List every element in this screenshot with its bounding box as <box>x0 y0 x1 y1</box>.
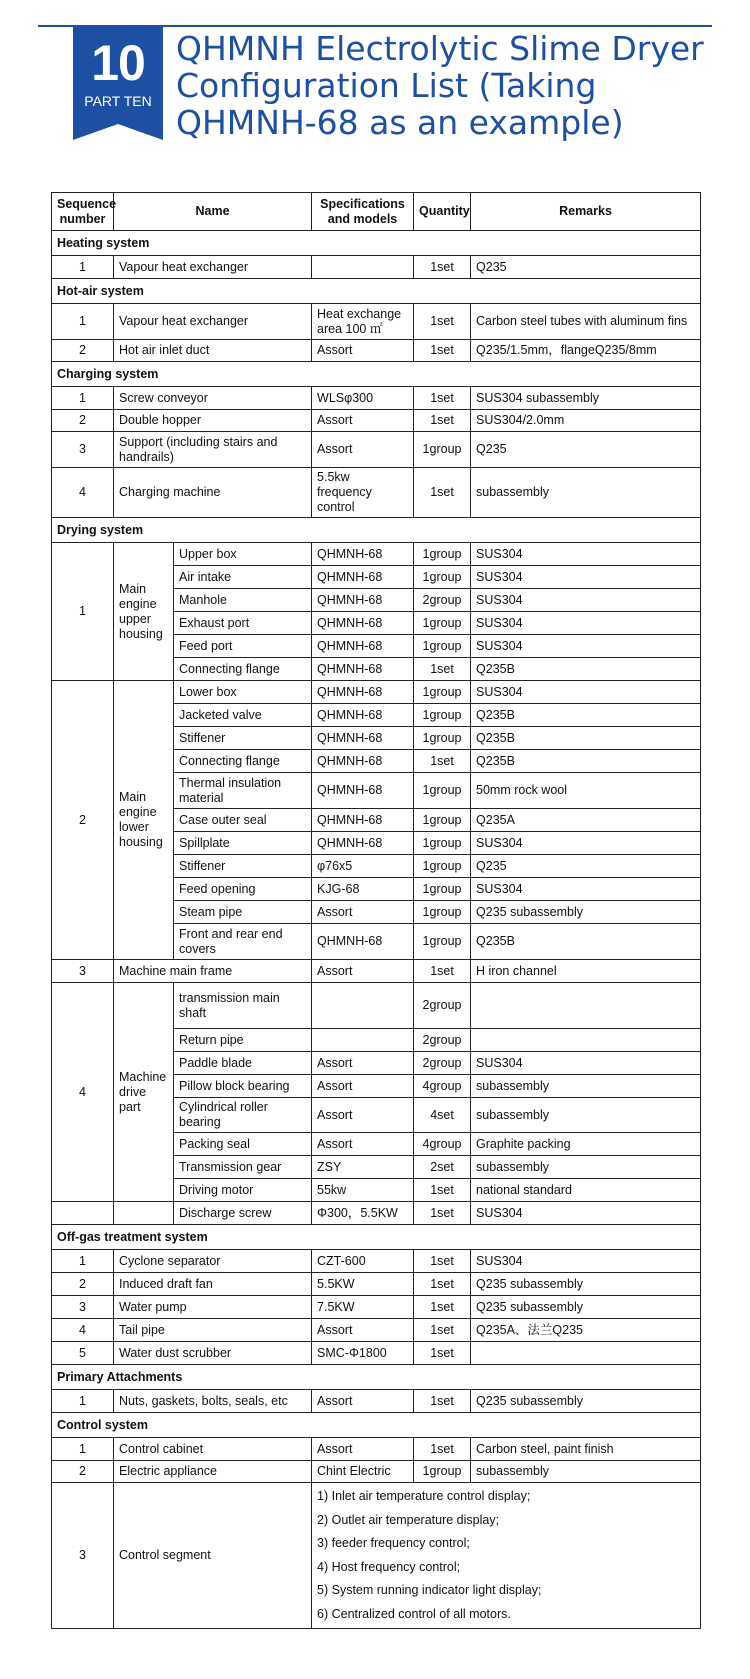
name-cell: Electric appliance <box>114 1461 312 1483</box>
group-seq-cell: 4 <box>52 983 114 1202</box>
qty-cell: 2group <box>414 983 471 1029</box>
item-name-cell: Stiffener <box>174 727 312 750</box>
spec-cell <box>312 983 414 1029</box>
remarks-cell: Q235 <box>471 432 701 468</box>
qty-cell: 1group <box>414 809 471 832</box>
spec-cell: ZSY <box>312 1156 414 1179</box>
spec-cell: φ76x5 <box>312 855 414 878</box>
section-title: Charging system <box>52 362 701 387</box>
qty-cell: 1set <box>414 1319 471 1342</box>
seq-cell: 2 <box>52 1273 114 1296</box>
item-name-cell: Connecting flange <box>174 658 312 681</box>
qty-cell: 2group <box>414 1029 471 1052</box>
col-header-spec: Specifications and models <box>312 193 414 231</box>
remarks-cell: SUS304 <box>471 878 701 901</box>
spec-cell: Assort <box>312 1052 414 1075</box>
item-name-cell: Jacketed valve <box>174 704 312 727</box>
table-row <box>52 1202 701 1225</box>
spec-cell: QHMNH-68 <box>312 773 414 809</box>
item-name-cell: Cylindrical roller bearing <box>174 1098 312 1133</box>
spec-cell: QHMNH-68 <box>312 704 414 727</box>
name-cell: Support (including stairs and handrails) <box>114 432 312 468</box>
remarks-cell: Q235B <box>471 750 701 773</box>
item-name-cell: Driving motor <box>174 1179 312 1202</box>
name-cell: Vapour heat exchanger <box>114 256 312 279</box>
name-cell: Water dust scrubber <box>114 1342 312 1365</box>
item-name-cell: Steam pipe <box>174 901 312 924</box>
spec-cell: Φ300，5.5KW <box>312 1202 414 1225</box>
table-row <box>52 1390 701 1413</box>
seq-cell: 1 <box>52 387 114 410</box>
spec-cell: 7.5KW <box>312 1296 414 1319</box>
seq-cell: 1 <box>52 1390 114 1413</box>
item-name-cell: Thermal insulation material <box>174 773 312 809</box>
name-cell: Machine main frame <box>114 960 312 983</box>
qty-cell: 1set <box>414 960 471 983</box>
qty-cell: 1group <box>414 681 471 704</box>
remarks-cell: subassembly <box>471 1075 701 1098</box>
table-row <box>52 1438 701 1461</box>
remarks-cell: H iron channel <box>471 960 701 983</box>
table-row <box>52 304 701 340</box>
remarks-cell <box>471 1029 701 1052</box>
seq-cell: 3 <box>52 432 114 468</box>
control-feature-line: 4) Host frequency control; <box>317 1559 461 1574</box>
col-header-qty: Quantity <box>414 193 471 231</box>
qty-cell: 1group <box>414 635 471 658</box>
qty-cell: 1set <box>414 304 471 340</box>
qty-cell: 1set <box>414 468 471 518</box>
section-header-row <box>52 279 701 304</box>
section-header-row <box>52 1365 701 1390</box>
spec-cell: QHMNH-68 <box>312 727 414 750</box>
seq-cell: 2 <box>52 410 114 432</box>
table-row <box>52 340 701 362</box>
table-row <box>52 1273 701 1296</box>
empty-cell <box>114 1202 174 1225</box>
qty-cell: 4group <box>414 1075 471 1098</box>
seq-cell: 1 <box>52 304 114 340</box>
spec-cell: Assort <box>312 1319 414 1342</box>
item-name-cell: Feed port <box>174 635 312 658</box>
qty-cell: 1group <box>414 878 471 901</box>
spec-cell: Assort <box>312 1098 414 1133</box>
badge-number: 10 <box>91 35 145 91</box>
spec-cell: QHMNH-68 <box>312 589 414 612</box>
spec-cell: 5.5kw frequency control <box>312 468 414 518</box>
spec-cell: Assort <box>312 901 414 924</box>
section-title: Heating system <box>52 231 701 256</box>
section-badge <box>73 27 163 140</box>
qty-cell: 2group <box>414 589 471 612</box>
name-cell: Vapour heat exchanger <box>114 304 312 340</box>
qty-cell: 1set <box>414 658 471 681</box>
configuration-table <box>51 192 701 1629</box>
table-row <box>52 1342 701 1365</box>
qty-cell: 1group <box>414 855 471 878</box>
qty-cell: 1set <box>414 1390 471 1413</box>
remarks-cell: Q235B <box>471 704 701 727</box>
remarks-cell: Graphite packing <box>471 1133 701 1156</box>
qty-cell: 1group <box>414 901 471 924</box>
spec-cell: QHMNH-68 <box>312 658 414 681</box>
item-name-cell: Upper box <box>174 543 312 566</box>
group-name-cell: Main engine upper housing <box>114 543 174 681</box>
spec-cell: Heat exchange area 100 ㎡ <box>312 304 414 340</box>
remarks-cell: SUS304 <box>471 566 701 589</box>
spec-cell: 5.5KW <box>312 1273 414 1296</box>
remarks-cell: Q235B <box>471 924 701 960</box>
table-row <box>52 410 701 432</box>
remarks-cell: subassembly <box>471 1461 701 1483</box>
remarks-cell: SUS304 <box>471 1250 701 1273</box>
spec-cell: QHMNH-68 <box>312 566 414 589</box>
remarks-cell: SUS304 <box>471 1052 701 1075</box>
name-cell: Double hopper <box>114 410 312 432</box>
col-header-remarks: Remarks <box>471 193 701 231</box>
spec-cell: WLSφ300 <box>312 387 414 410</box>
table-row <box>52 1250 701 1273</box>
group-name-cell: Machine drive part <box>114 983 174 1202</box>
section-title: Control system <box>52 1413 701 1438</box>
seq-cell: 5 <box>52 1342 114 1365</box>
control-feature-line: 6) Centralized control of all motors. <box>317 1606 511 1621</box>
qty-cell: 1group <box>414 566 471 589</box>
spec-cell: Assort <box>312 410 414 432</box>
remarks-cell: 50mm rock wool <box>471 773 701 809</box>
qty-cell: 2set <box>414 1156 471 1179</box>
qty-cell: 1group <box>414 832 471 855</box>
remarks-cell: Q235B <box>471 727 701 750</box>
spec-cell: QHMNH-68 <box>312 750 414 773</box>
remarks-cell: Q235A <box>471 809 701 832</box>
spec-cell: QHMNH-68 <box>312 612 414 635</box>
item-name-cell: Manhole <box>174 589 312 612</box>
name-cell: Cyclone separator <box>114 1250 312 1273</box>
qty-cell: 1group <box>414 543 471 566</box>
spec-cell: SMC-Φ1800 <box>312 1342 414 1365</box>
qty-cell: 1set <box>414 340 471 362</box>
seq-cell: 1 <box>52 256 114 279</box>
spec-cell: CZT-600 <box>312 1250 414 1273</box>
seq-cell: 4 <box>52 1319 114 1342</box>
group-seq-cell: 1 <box>52 543 114 681</box>
table-header-row <box>52 193 701 231</box>
qty-cell: 1set <box>414 1273 471 1296</box>
remarks-cell: Q235 subassembly <box>471 1390 701 1413</box>
col-header-seq: Sequence number <box>52 193 114 231</box>
remarks-cell: SUS304 <box>471 681 701 704</box>
name-cell: Induced draft fan <box>114 1273 312 1296</box>
remarks-cell: subassembly <box>471 1098 701 1133</box>
section-title: Drying system <box>52 518 701 543</box>
item-name-cell: Spillplate <box>174 832 312 855</box>
qty-cell: 1set <box>414 750 471 773</box>
remarks-cell: SUS304 <box>471 832 701 855</box>
seq-cell: 4 <box>52 468 114 518</box>
item-name-cell: Exhaust port <box>174 612 312 635</box>
item-name-cell: Return pipe <box>174 1029 312 1052</box>
seq-cell: 2 <box>52 340 114 362</box>
remarks-cell: Q235 subassembly <box>471 1296 701 1319</box>
item-name-cell: Packing seal <box>174 1133 312 1156</box>
remarks-cell: SUS304/2.0mm <box>471 410 701 432</box>
table-row <box>52 432 701 468</box>
qty-cell: 2group <box>414 1052 471 1075</box>
item-name-cell: Front and rear end covers <box>174 924 312 960</box>
name-cell: Control segment <box>114 1483 312 1629</box>
remarks-cell: SUS304 <box>471 612 701 635</box>
table-row <box>52 983 701 1029</box>
table-row <box>52 960 701 983</box>
qty-cell: 1set <box>414 1296 471 1319</box>
name-cell: Charging machine <box>114 468 312 518</box>
group-seq-cell: 2 <box>52 681 114 960</box>
name-cell: Water pump <box>114 1296 312 1319</box>
item-name-cell: Paddle blade <box>174 1052 312 1075</box>
item-name-cell: Stiffener <box>174 855 312 878</box>
section-title: Off-gas treatment system <box>52 1225 701 1250</box>
qty-cell: 1group <box>414 773 471 809</box>
item-name-cell: Discharge screw <box>174 1202 312 1225</box>
page-title: QHMNH Electrolytic Slime Dryer Configuration List (Taking QHMNH-68 as an example) <box>176 29 704 142</box>
spec-cell: QHMNH-68 <box>312 809 414 832</box>
spec-cell: Assort <box>312 1075 414 1098</box>
spec-cell: Assort <box>312 960 414 983</box>
control-feature-line: 2) Outlet air temperature display; <box>317 1512 500 1527</box>
table-row <box>52 1461 701 1483</box>
remarks-cell: Q235 subassembly <box>471 901 701 924</box>
section-header-row <box>52 231 701 256</box>
remarks-cell: SUS304 <box>471 635 701 658</box>
spec-cell: QHMNH-68 <box>312 924 414 960</box>
group-name-cell: Main engine lower housing <box>114 681 174 960</box>
control-feature-line: 1) Inlet air temperature control display; <box>317 1489 531 1503</box>
seq-cell: 2 <box>52 1461 114 1483</box>
item-name-cell: Air intake <box>174 566 312 589</box>
remarks-cell: Q235 <box>471 256 701 279</box>
control-features-cell <box>312 1483 701 1629</box>
spec-cell <box>312 1029 414 1052</box>
item-name-cell: Pillow block bearing <box>174 1075 312 1098</box>
spec-cell: Assort <box>312 1438 414 1461</box>
seq-cell: 3 <box>52 1296 114 1319</box>
table-row <box>52 468 701 518</box>
spec-cell: Assort <box>312 1390 414 1413</box>
spec-cell: Assort <box>312 432 414 468</box>
spec-cell: Assort <box>312 340 414 362</box>
seq-cell: 1 <box>52 1250 114 1273</box>
table-row <box>52 1319 701 1342</box>
qty-cell: 1group <box>414 1461 471 1483</box>
table-row <box>52 543 701 566</box>
qty-cell: 1set <box>414 1438 471 1461</box>
item-name-cell: Transmission gear <box>174 1156 312 1179</box>
spec-cell: QHMNH-68 <box>312 832 414 855</box>
section-header-row <box>52 1225 701 1250</box>
qty-cell: 4set <box>414 1098 471 1133</box>
qty-cell: 1set <box>414 410 471 432</box>
remarks-cell <box>471 1342 701 1365</box>
col-header-name: Name <box>114 193 312 231</box>
section-title: Hot-air system <box>52 279 701 304</box>
item-name-cell: Lower box <box>174 681 312 704</box>
remarks-cell: Q235B <box>471 658 701 681</box>
spec-cell: QHMNH-68 <box>312 543 414 566</box>
qty-cell: 1set <box>414 1250 471 1273</box>
qty-cell: 1group <box>414 727 471 750</box>
section-header-row <box>52 518 701 543</box>
item-name-cell: Connecting flange <box>174 750 312 773</box>
remarks-cell: SUS304 <box>471 543 701 566</box>
remarks-cell: subassembly <box>471 1156 701 1179</box>
badge-label: PART TEN <box>84 93 152 109</box>
spec-cell: QHMNH-68 <box>312 635 414 658</box>
qty-cell: 1set <box>414 1342 471 1365</box>
remarks-cell: Q235/1.5mm，flangeQ235/8mm <box>471 340 701 362</box>
seq-cell: 3 <box>52 960 114 983</box>
qty-cell: 1set <box>414 1202 471 1225</box>
remarks-cell: Carbon steel tubes with aluminum fins <box>471 304 701 340</box>
spec-cell: Chint Electric <box>312 1461 414 1483</box>
qty-cell: 1group <box>414 924 471 960</box>
table-row <box>52 387 701 410</box>
seq-cell: 3 <box>52 1483 114 1629</box>
spec-cell: QHMNH-68 <box>312 681 414 704</box>
control-feature-line: 3) feeder frequency control; <box>317 1536 470 1550</box>
remarks-cell: Q235 subassembly <box>471 1273 701 1296</box>
empty-cell <box>52 1202 114 1225</box>
control-feature-line: 5) System running indicator light display; <box>317 1583 542 1597</box>
remarks-cell <box>471 983 701 1029</box>
name-cell: Screw conveyor <box>114 387 312 410</box>
item-name-cell: Case outer seal <box>174 809 312 832</box>
section-header-row <box>52 1413 701 1438</box>
section-title: Primary Attachments <box>52 1365 701 1390</box>
remarks-cell: Carbon steel, paint finish <box>471 1438 701 1461</box>
remarks-cell: Q235A、法兰Q235 <box>471 1319 701 1342</box>
remarks-cell: SUS304 <box>471 589 701 612</box>
name-cell: Tail pipe <box>114 1319 312 1342</box>
qty-cell: 1set <box>414 1179 471 1202</box>
spec-cell <box>312 256 414 279</box>
item-name-cell: transmission main shaft <box>174 983 312 1029</box>
item-name-cell: Feed opening <box>174 878 312 901</box>
remarks-cell: subassembly <box>471 468 701 518</box>
name-cell: Nuts, gaskets, bolts, seals, etc <box>114 1390 312 1413</box>
qty-cell: 1set <box>414 387 471 410</box>
qty-cell: 1group <box>414 432 471 468</box>
qty-cell: 4group <box>414 1133 471 1156</box>
remarks-cell: SUS304 subassembly <box>471 387 701 410</box>
spec-cell: 55kw <box>312 1179 414 1202</box>
name-cell: Control cabinet <box>114 1438 312 1461</box>
qty-cell: 1set <box>414 256 471 279</box>
spec-cell: Assort <box>312 1133 414 1156</box>
table-body <box>52 231 701 1629</box>
table-row <box>52 1296 701 1319</box>
spec-cell: KJG-68 <box>312 878 414 901</box>
remarks-cell: national standard <box>471 1179 701 1202</box>
section-header-row <box>52 362 701 387</box>
name-cell: Hot air inlet duct <box>114 340 312 362</box>
table-row <box>52 1483 701 1629</box>
remarks-cell: Q235 <box>471 855 701 878</box>
qty-cell: 1group <box>414 704 471 727</box>
qty-cell: 1group <box>414 612 471 635</box>
remarks-cell: SUS304 <box>471 1202 701 1225</box>
seq-cell: 1 <box>52 1438 114 1461</box>
table-row <box>52 681 701 704</box>
table-row <box>52 256 701 279</box>
